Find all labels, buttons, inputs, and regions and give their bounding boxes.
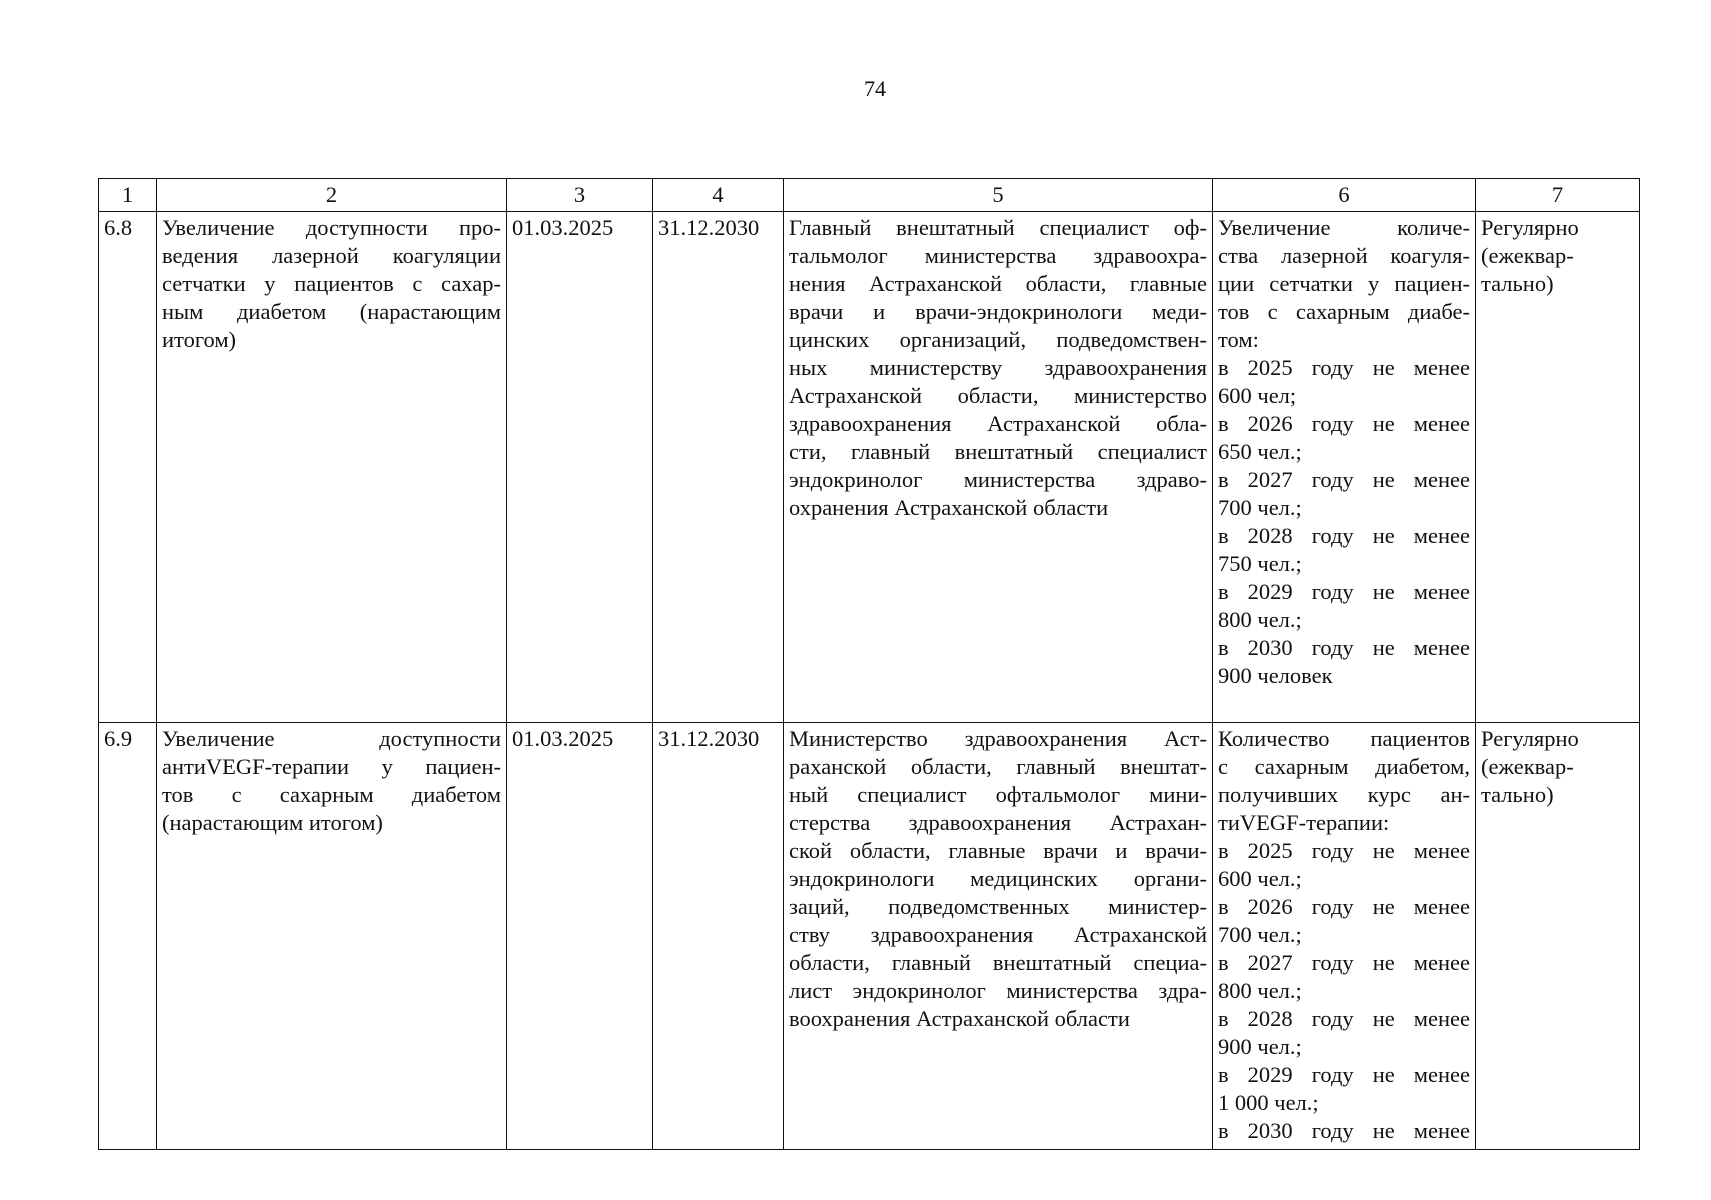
text-line: сти, главный внештатный специалист: [789, 439, 1207, 464]
text-line: в 2027 году не менее: [1218, 950, 1470, 975]
text-line: эндокринолог министерства здраво-: [789, 467, 1207, 492]
text-line: раханской области, главный внештат-: [789, 754, 1207, 779]
text-line: тальмолог министерства здравоохра-: [789, 243, 1207, 268]
table-header-row: [99, 179, 1640, 212]
text-line: заций, подведомственных министер-: [789, 894, 1207, 919]
text-line: ции сетчатки у пациен-: [1218, 271, 1470, 296]
text-line: ства лазерной коагуля-: [1218, 243, 1470, 268]
text-line: получивших курс ан-: [1218, 782, 1470, 807]
text-line: Астраханской области, министерство: [789, 383, 1207, 408]
text-line: здравоохранения Астраханской обла-: [789, 411, 1207, 436]
measure-name: [157, 212, 507, 723]
header-cell: 7: [1476, 179, 1640, 212]
start-date: 01.03.2025: [507, 723, 653, 1150]
text-line: ведения лазерной коагуляции: [162, 243, 501, 268]
periodicity: [1476, 723, 1640, 1150]
header-cell: 4: [653, 179, 784, 212]
text-line: в 2028 году не менее: [1218, 523, 1470, 548]
expected-result: [1213, 723, 1476, 1150]
expected-result: [1213, 212, 1476, 723]
text-line: (ежеквар-: [1481, 243, 1574, 268]
text-line: в 2027 году не менее: [1218, 467, 1470, 492]
end-date: 31.12.2030: [653, 723, 784, 1150]
periodicity: [1476, 212, 1640, 723]
text-line: в 2029 году не менее: [1218, 579, 1470, 604]
start-date: 01.03.2025: [507, 212, 653, 723]
text-line: (ежеквар-: [1481, 754, 1574, 779]
text-line: 800 чел.;: [1218, 978, 1302, 1003]
text-line: Регулярно: [1481, 726, 1579, 751]
text-line: тально): [1481, 271, 1554, 296]
row-number: 6.8: [99, 212, 157, 723]
header-cell: 2: [157, 179, 507, 212]
text-line: сетчатки у пациентов с сахар-: [162, 271, 501, 296]
text-line: в 2026 году не менее: [1218, 894, 1470, 919]
header-cell: 6: [1213, 179, 1476, 212]
text-line: нения Астраханской области, главные: [789, 271, 1207, 296]
text-line: в 2028 году не менее: [1218, 1006, 1470, 1031]
responsible: [784, 212, 1213, 723]
text-line: в 2030 году не менее: [1218, 635, 1470, 660]
measure-name: [157, 723, 507, 1150]
text-line: ской области, главные врачи и врачи-: [789, 838, 1207, 863]
text-line: Увеличение доступности про-: [162, 215, 501, 240]
text-line: тиVEGF-терапии:: [1218, 810, 1390, 835]
text-line: в 2025 году не менее: [1218, 838, 1470, 863]
text-line: ным диабетом (нарастающим: [162, 299, 501, 324]
text-line: тов с сахарным диабетом: [162, 782, 501, 807]
text-line: в 2025 году не менее: [1218, 355, 1470, 380]
table-row: [99, 723, 1640, 1150]
text-line: итогом): [162, 327, 237, 352]
header-cell: 5: [784, 179, 1213, 212]
text-line: Количество пациентов: [1218, 726, 1470, 751]
end-date: 31.12.2030: [653, 212, 784, 723]
measures-table: [98, 178, 1640, 1150]
text-line: 700 чел.;: [1218, 922, 1302, 947]
text-line: охранения Астраханской области: [789, 495, 1109, 520]
text-line: 700 чел.;: [1218, 495, 1302, 520]
text-line: области, главный внештатный специа-: [789, 950, 1207, 975]
row-number: 6.9: [99, 723, 157, 1150]
text-line: Увеличение доступности: [162, 726, 501, 751]
text-line: Регулярно: [1481, 215, 1579, 240]
text-line: 900 человек: [1218, 663, 1333, 688]
text-line: 750 чел.;: [1218, 551, 1302, 576]
text-line: 600 чел.;: [1218, 866, 1302, 891]
text-line: 650 чел.;: [1218, 439, 1302, 464]
text-line: воохранения Астраханской области: [789, 1006, 1130, 1031]
page-number: 74: [864, 76, 886, 101]
text-line: в 2030 году не менее: [1218, 1118, 1470, 1143]
text-line: тов с сахарным диабе-: [1218, 299, 1470, 324]
text-line: эндокринологи медицинских органи-: [789, 866, 1207, 891]
text-line: стерства здравоохранения Астрахан-: [789, 810, 1207, 835]
text-line: врачи и врачи-эндокринологи меди-: [789, 299, 1207, 324]
header-cell: 3: [507, 179, 653, 212]
text-line: лист эндокринолог министерства здра-: [789, 978, 1207, 1003]
text-line: в 2026 году не менее: [1218, 411, 1470, 436]
text-line: цинских организаций, подведомствен-: [789, 327, 1207, 352]
text-line: 600 чел;: [1218, 383, 1297, 408]
text-line: 900 чел.;: [1218, 1034, 1302, 1059]
text-line: ный специалист офтальмолог мини-: [789, 782, 1207, 807]
text-line: ству здравоохранения Астраханской: [789, 922, 1207, 947]
text-line: 1 000 чел.;: [1218, 1090, 1319, 1115]
responsible: [784, 723, 1213, 1150]
text-line: в 2029 году не менее: [1218, 1062, 1470, 1087]
text-line: Увеличение количе-: [1218, 215, 1470, 240]
text-line: 800 чел.;: [1218, 607, 1302, 632]
text-line: Главный внештатный специалист оф-: [789, 215, 1207, 240]
text-line: антиVEGF-терапии у пациен-: [162, 754, 501, 779]
text-line: том:: [1218, 327, 1259, 352]
table-row: [99, 212, 1640, 723]
text-line: с сахарным диабетом,: [1218, 754, 1470, 779]
text-line: (нарастающим итогом): [162, 810, 383, 835]
header-cell: 1: [99, 179, 157, 212]
text-line: Министерство здравоохранения Аст-: [789, 726, 1207, 751]
text-line: ных министерству здравоохранения: [789, 355, 1207, 380]
text-line: тально): [1481, 782, 1554, 807]
